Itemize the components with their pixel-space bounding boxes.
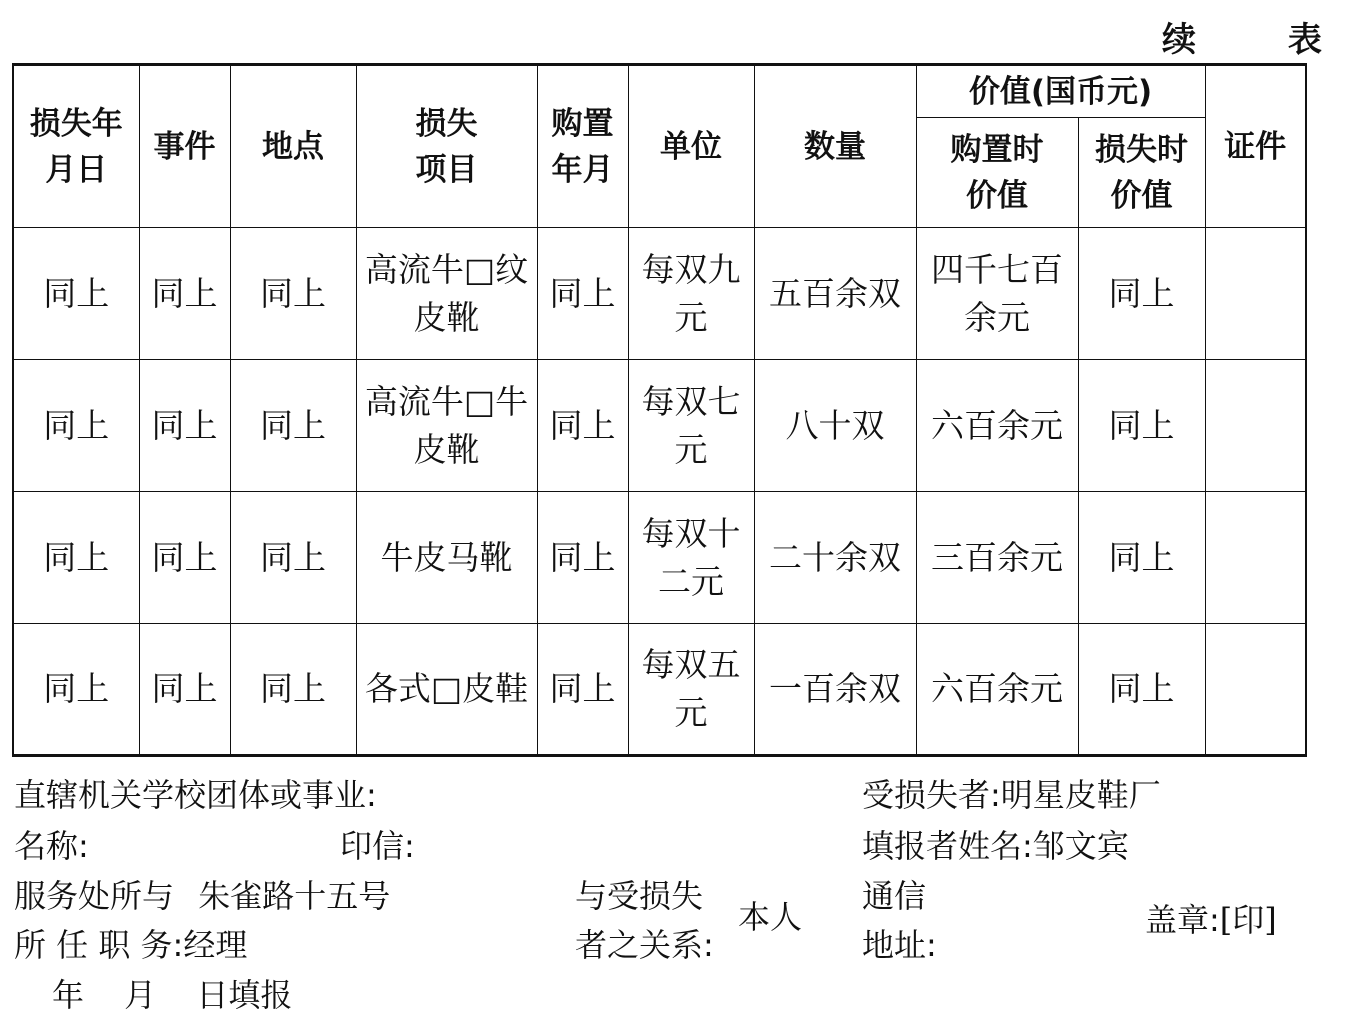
position-line	[14, 925, 247, 965]
cell-date: 同上	[13, 492, 139, 624]
cell-item: 高流牛□牛皮靴	[356, 360, 537, 492]
reporter-value: 邹文宾	[1032, 827, 1129, 865]
cell-certificate	[1205, 360, 1306, 492]
seal-label: 印信:	[340, 827, 415, 865]
loss-table	[12, 63, 1307, 757]
header-value-purchase: 购置时价值	[916, 118, 1078, 228]
cell-value-purchase: 四千七百余元	[916, 228, 1078, 360]
header-unit: 单位	[628, 65, 754, 228]
relation-value: 本人	[738, 898, 803, 936]
cell-quantity: 五百余双	[754, 228, 916, 360]
table-row	[13, 228, 1306, 360]
victim-label: 受损失者:	[862, 776, 1001, 814]
victim-line	[862, 775, 1161, 815]
cell-quantity: 一百余双	[754, 624, 916, 756]
date-label: 年 月 日填报	[52, 976, 293, 1014]
table-row	[13, 624, 1306, 756]
header-certificate: 证件	[1205, 65, 1306, 228]
header-quantity: 数量	[754, 65, 916, 228]
cell-value-loss: 同上	[1078, 228, 1205, 360]
relation-label-2: 者之关系:	[575, 926, 714, 964]
stamp-line	[1145, 900, 1277, 940]
cell-value-loss: 同上	[1078, 360, 1205, 492]
header-place: 地点	[230, 65, 356, 228]
stamp-value: [印]	[1219, 901, 1277, 939]
cell-date: 同上	[13, 228, 139, 360]
org-label: 直辖机关学校团体或事业:	[14, 776, 377, 814]
reporter-label: 填报者姓名:	[862, 827, 1033, 865]
cell-value-loss: 同上	[1078, 492, 1205, 624]
header-row-1	[13, 65, 1306, 118]
address-line	[14, 876, 390, 916]
stamp-label: 盖章:	[1145, 901, 1220, 939]
cell-event: 同上	[139, 624, 230, 756]
cell-item: 高流牛□纹皮靴	[356, 228, 537, 360]
table-row	[13, 492, 1306, 624]
cell-value-purchase: 六百余元	[916, 624, 1078, 756]
cell-unit: 每双十二元	[628, 492, 754, 624]
cell-place: 同上	[230, 492, 356, 624]
cell-quantity: 二十余双	[754, 492, 916, 624]
table-row	[13, 360, 1306, 492]
cell-purchase-date: 同上	[537, 228, 628, 360]
cell-certificate	[1205, 228, 1306, 360]
cell-item: 各式□皮鞋	[356, 624, 537, 756]
cell-value-loss: 同上	[1078, 624, 1205, 756]
cell-unit: 每双七元	[628, 360, 754, 492]
header-date: 损失年月日	[13, 65, 139, 228]
victim-value: 明星皮鞋厂	[1000, 776, 1161, 814]
continued-table-label: 续 表	[1162, 20, 1362, 60]
cell-place: 同上	[230, 624, 356, 756]
relation-label-1: 与受损失	[575, 877, 704, 915]
cell-quantity: 八十双	[754, 360, 916, 492]
cell-purchase-date: 同上	[537, 492, 628, 624]
cell-place: 同上	[230, 360, 356, 492]
cell-event: 同上	[139, 228, 230, 360]
cell-certificate	[1205, 492, 1306, 624]
name-label: 名称:	[14, 827, 89, 865]
cell-event: 同上	[139, 360, 230, 492]
header-value-group: 价值(国币元)	[916, 65, 1205, 118]
cell-purchase-date: 同上	[537, 624, 628, 756]
cell-certificate	[1205, 624, 1306, 756]
contact-label-2: 地址:	[862, 926, 937, 964]
cell-unit: 每双五元	[628, 624, 754, 756]
cell-value-purchase: 三百余元	[916, 492, 1078, 624]
header-value-loss: 损失时价值	[1078, 118, 1205, 228]
address-value: 朱雀路十五号	[198, 877, 391, 915]
reporter-line	[862, 826, 1129, 866]
cell-place: 同上	[230, 228, 356, 360]
cell-event: 同上	[139, 492, 230, 624]
header-item: 损失项目	[356, 65, 537, 228]
cell-purchase-date: 同上	[537, 360, 628, 492]
header-event: 事件	[139, 65, 230, 228]
header-purchase-date: 购置年月	[537, 65, 628, 228]
position-value: 经理	[183, 926, 248, 964]
cell-item: 牛皮马靴	[356, 492, 537, 624]
position-label: 所 任 职 务:	[14, 926, 184, 964]
cell-date: 同上	[13, 360, 139, 492]
cell-date: 同上	[13, 624, 139, 756]
cell-unit: 每双九元	[628, 228, 754, 360]
address-label: 服务处所与	[14, 877, 175, 915]
cell-value-purchase: 六百余元	[916, 360, 1078, 492]
contact-label-1: 通信	[862, 877, 927, 915]
